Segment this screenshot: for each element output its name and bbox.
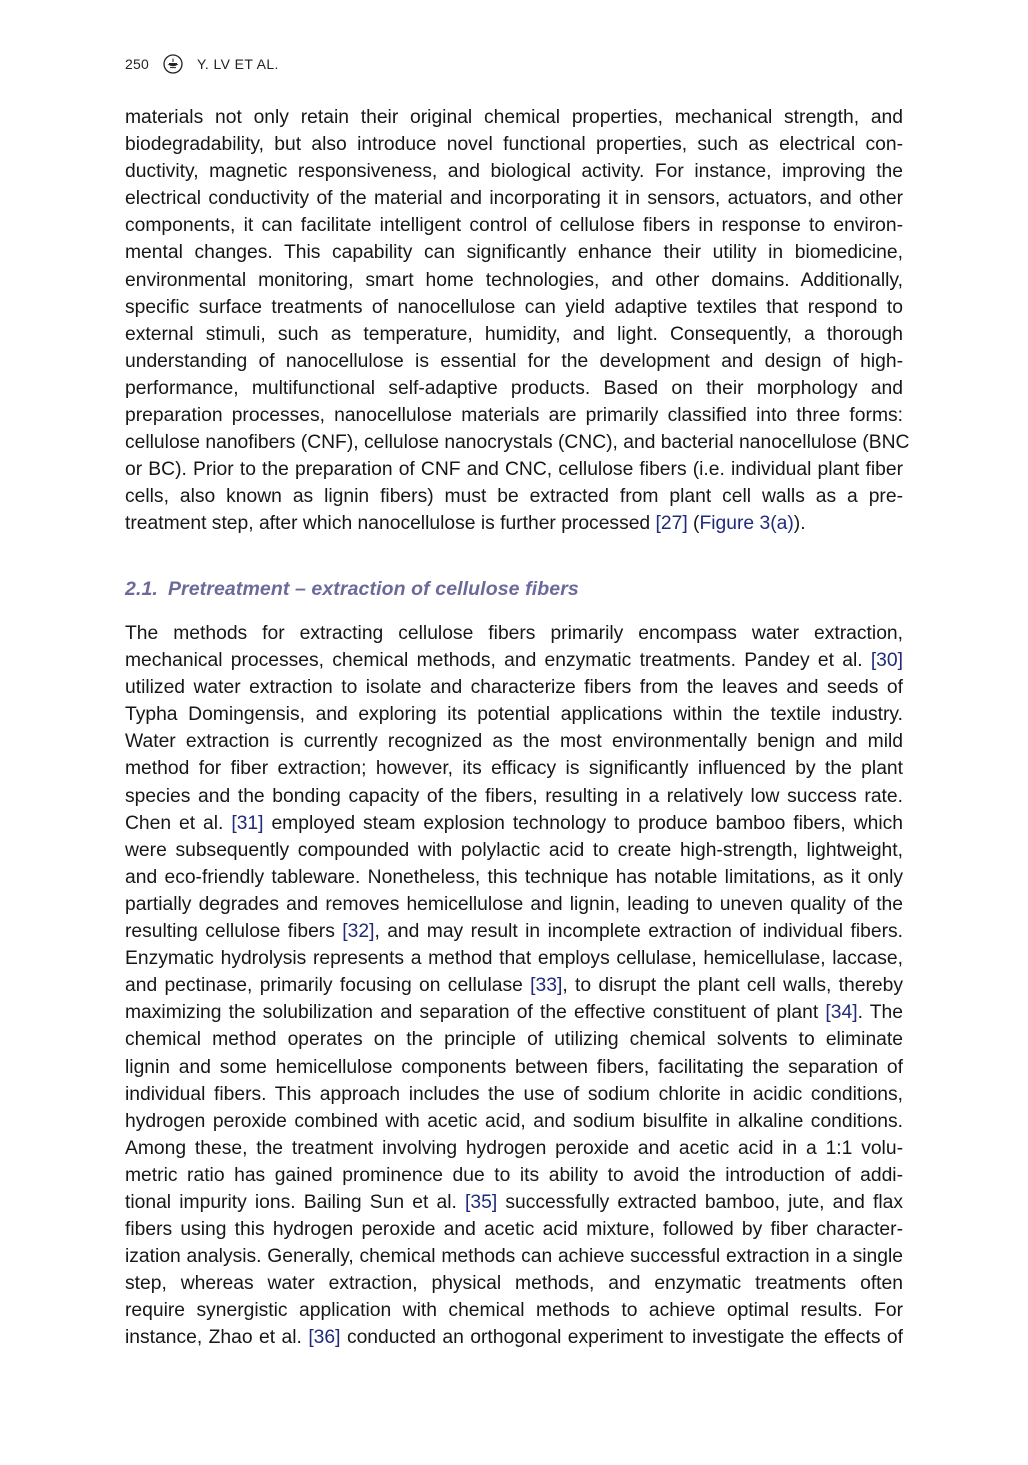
page-number: 250 [125, 56, 149, 72]
text-line: specific surface treatments of nanocellulose can yield adaptive textiles that respond to [125, 296, 903, 318]
text-line: method for fiber extraction; however, its efficacy is significantly influenced by the plant [125, 758, 903, 780]
text-segment: successfully extracted bamboo, jute, and flax [497, 1191, 903, 1213]
text-segment: mechanical processes, chemical methods, and enzymatic treatments. Pandey et al. [125, 650, 871, 672]
section-title: Pretreatment – extraction of cellulose fibers [167, 578, 579, 600]
text-segment: conducted an orthogonal experiment to investigate the effects of [340, 1327, 903, 1349]
text-line [125, 1324, 903, 1351]
paragraph-intro [125, 104, 910, 538]
text-line: preparation processes, nanocellulose materials are primarily classified into three forms: [125, 405, 903, 427]
text-line: partially degrades and removes hemicellulose and lignin, leading to uneven quality of the [125, 893, 903, 915]
figure-link-3a[interactable]: Figure 3(a) [699, 513, 794, 535]
text-line: or BC). Prior to the preparation of CNF and CNC, cellulose fibers (i.e. individual plant fiber [125, 459, 903, 481]
citation-link-36[interactable]: [36] [308, 1327, 341, 1349]
section-number: 2.1. [125, 578, 158, 600]
text-line: were subsequently compounded with polylactic acid to create high-strength, lightweight, [125, 839, 903, 861]
text-segment: and pectinase, primarily focusing on cellulase [125, 975, 531, 997]
text-line [125, 510, 903, 537]
text-segment: treatment step, after which nanocellulose is further processed [125, 513, 656, 535]
text-segment: ( [687, 513, 700, 535]
text-line: external stimuli, such as temperature, humidity, and light. Consequently, a thorough [125, 323, 903, 345]
text-segment: employed steam explosion technology to produce bamboo fibers, which [263, 812, 903, 834]
text-line: materials not only retain their original chemical properties, mechanical strength, and [125, 107, 903, 128]
text-segment: tional impurity ions. Bailing Sun et al. [125, 1191, 466, 1213]
text-line: and eco-friendly tableware. Nonetheless, this technique has notable limitations, as it only [125, 866, 903, 888]
text-line [125, 810, 903, 837]
text-line: electrical conductivity of the material and incorporating it in sensors, actuators, and other [125, 188, 903, 210]
text-line: Water extraction is currently recognized as the most environmentally benign and mild [125, 731, 903, 753]
running-head-authors: Y. LV ET AL. [196, 56, 279, 72]
text-segment: maximizing the solubilization and separation of the effective constituent of plant [125, 1002, 826, 1024]
text-line [125, 918, 903, 945]
running-header [125, 54, 279, 74]
text-line: environmental monitoring, smart home technologies, and other domains. Additionally, [125, 269, 903, 291]
text-line: species and the bonding capacity of the fibers, resulting in a relatively low success rate. [125, 785, 903, 807]
text-line: metric ratio has gained prominence due to its ability to avoid the introduction of addi- [125, 1164, 903, 1186]
text-line: The methods for extracting cellulose fibers primarily encompass water extraction, [125, 623, 903, 644]
text-line: require synergistic application with chemical methods to achieve optimal results. For [125, 1300, 903, 1322]
text-line [125, 972, 903, 999]
journal-lamp-logo-icon [163, 54, 183, 74]
text-segment: . The [857, 1002, 903, 1024]
text-line: components, it can facilitate intelligent control of cellulose fibers in response to environ- [125, 215, 903, 237]
text-line: hydrogen peroxide combined with acetic acid, and sodium bisulfite in alkaline conditions. [125, 1110, 903, 1132]
text-line: ductivity, magnetic responsiveness, and biological activity. For instance, improving the [125, 161, 903, 183]
citation-link-35[interactable]: [35] [465, 1191, 498, 1213]
text-segment: ). [793, 513, 806, 535]
text-line: step, whereas water extraction, physical methods, and enzymatic treatments often [125, 1273, 903, 1295]
text-line: biodegradability, but also introduce novel functional properties, such as electrical con- [125, 134, 903, 156]
text-line: Enzymatic hydrolysis represents a method that employs cellulase, hemicellulase, laccase, [125, 948, 903, 970]
citation-link-30[interactable]: [30] [870, 650, 903, 672]
text-line: mental changes. This capability can significantly enhance their utility in biomedicine, [125, 242, 903, 264]
citation-link-34[interactable]: [34] [825, 1002, 858, 1024]
citation-link-32[interactable]: [32] [342, 921, 375, 943]
section-heading [125, 578, 579, 601]
text-line: fibers using this hydrogen peroxide and acetic acid mixture, followed by fiber character- [125, 1219, 903, 1241]
text-segment: , to disrupt the plant cell walls, thereby [562, 975, 903, 997]
text-line: ization analysis. Generally, chemical methods can achieve successful extraction in a single [125, 1246, 903, 1268]
text-line: Among these, the treatment involving hydrogen peroxide and acetic acid in a 1:1 volu- [125, 1137, 903, 1159]
citation-link-27[interactable]: [27] [655, 513, 688, 535]
text-line [125, 647, 903, 674]
text-line: individual fibers. This approach includes the use of sodium chlorite in acidic conditions, [125, 1083, 903, 1105]
text-line: utilized water extraction to isolate and characterize fibers from the leaves and seeds of [125, 677, 903, 699]
text-line [125, 999, 903, 1026]
text-line [125, 1189, 903, 1216]
paragraph-pretreatment [125, 620, 903, 1352]
citation-link-33[interactable]: [33] [530, 975, 563, 997]
text-segment: resulting cellulose fibers [125, 921, 343, 943]
text-line: cellulose nanofibers (CNF), cellulose nanocrystals (CNC), and bacterial nanocellulose (BNC [125, 432, 910, 454]
text-segment: , and may result in incomplete extraction of individual fibers. [374, 921, 903, 943]
text-segment: Chen et al. [125, 812, 232, 834]
text-line: Typha Domingensis, and exploring its potential applications within the textile industry. [125, 704, 903, 726]
text-line: understanding of nanocellulose is essential for the development and design of high- [125, 350, 903, 372]
citation-link-31[interactable]: [31] [231, 812, 264, 834]
text-line: performance, multifunctional self-adaptive products. Based on their morphology and [125, 377, 903, 399]
text-line: cells, also known as lignin fibers) must be extracted from plant cell walls as a pre- [125, 486, 903, 508]
text-line: chemical method operates on the principle of utilizing chemical solvents to eliminate [125, 1029, 903, 1051]
text-segment: instance, Zhao et al. [125, 1327, 309, 1349]
text-line: lignin and some hemicellulose components between fibers, facilitating the separation of [125, 1056, 903, 1078]
